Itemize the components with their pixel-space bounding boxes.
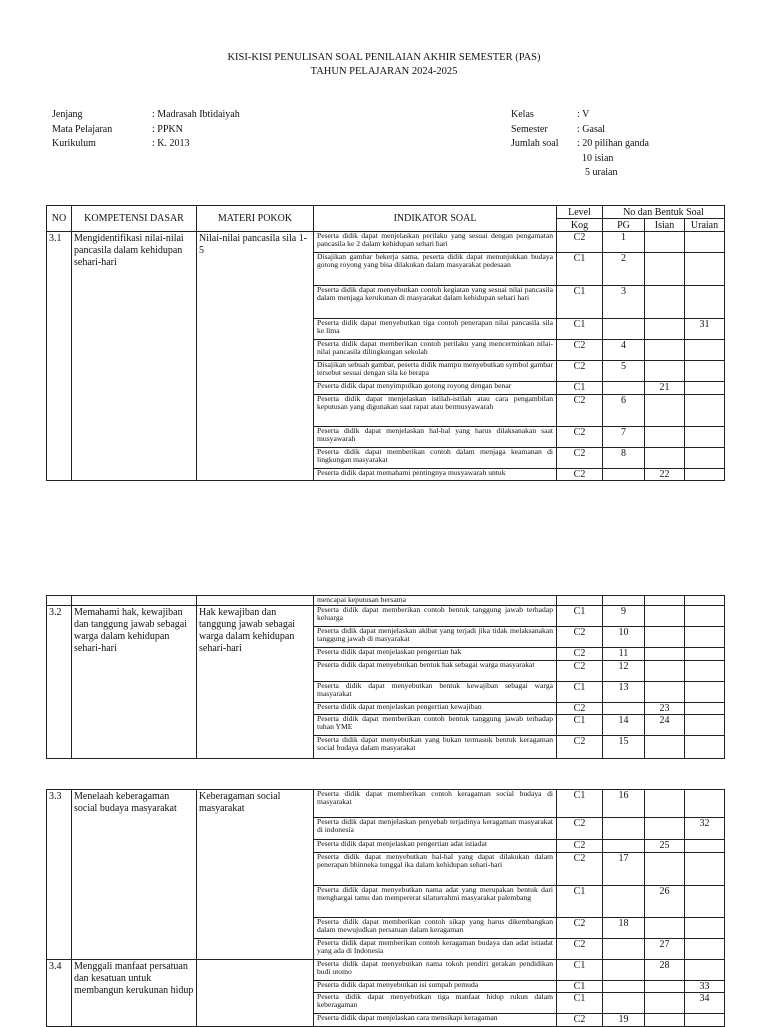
header-materi-pokok: MATERI POKOK — [197, 206, 314, 232]
kisi-table-page3 — [46, 789, 725, 1027]
kisi-table-page2 — [46, 595, 725, 759]
uraian-cell — [685, 382, 725, 395]
pg-cell: 4 — [603, 340, 645, 361]
level-cell: C2 — [557, 852, 603, 885]
isian-cell — [645, 818, 685, 840]
level-cell: C2 — [557, 361, 603, 382]
pg-cell — [603, 980, 645, 993]
uraian-cell — [685, 917, 725, 938]
pg-cell: 1 — [603, 232, 645, 253]
kd-number: 3.4 — [47, 959, 72, 1026]
indicator: Peserta didik dapat menjelaskan akibat yang terjadi jika tidak melaksanakan tanggung jawab di masyarakat — [314, 627, 557, 648]
isian-cell — [645, 253, 685, 286]
indicator: Peserta didik dapat menyebutkan tiga contoh penerapan nilai pancasila sila ke lima — [314, 319, 557, 340]
indicator-continuation: mencapai keputusan bersama — [314, 596, 557, 606]
uraian-cell — [685, 1014, 725, 1027]
pg-cell: 10 — [603, 627, 645, 648]
header-pg: PG — [603, 219, 645, 232]
doc-title-line1: KISI-KISI PENULISAN SOAL PENILAIAN AKHIR SEMESTER (PAS) — [227, 52, 541, 63]
level-cell: C1 — [557, 980, 603, 993]
uraian-cell: 33 — [685, 980, 725, 993]
pg-cell: 18 — [603, 917, 645, 938]
level-cell: C1 — [557, 606, 603, 627]
pg-cell: 5 — [603, 361, 645, 382]
indicator: Peserta didik dapat memberikan contoh bentuk tanggung jawab terhadap tuhan YME — [314, 715, 557, 736]
level-cell: C2 — [557, 938, 603, 959]
isian-cell — [645, 681, 685, 702]
isian-cell — [645, 361, 685, 382]
isian-cell — [645, 790, 685, 818]
isian-cell: 22 — [645, 468, 685, 481]
isian-cell — [645, 980, 685, 993]
level-cell: C2 — [557, 1014, 603, 1027]
level-cell: C1 — [557, 790, 603, 818]
meta-value: : 20 pilihan ganda — [577, 138, 649, 150]
uraian-cell — [685, 885, 725, 917]
header-indikator-soal: INDIKATOR SOAL — [314, 206, 557, 232]
indicator: Peserta didik dapat menyebutkan isi sumpah pemuda — [314, 980, 557, 993]
block-3-1 — [47, 232, 725, 481]
meta-label: Kurikulum — [52, 138, 96, 150]
indicator: Peserta didik dapat memberikan contoh bentuk tanggung jawab terhadap keluarga — [314, 606, 557, 627]
kd-text: Mengidentifikasi nilai-nilai pancasila dalam kehidupan sehari-hari — [72, 232, 197, 481]
isian-cell — [645, 447, 685, 468]
pg-cell: 8 — [603, 447, 645, 468]
pg-cell: 11 — [603, 648, 645, 661]
block-3-3 — [47, 790, 725, 960]
meta-value: : PPKN — [152, 123, 183, 135]
header-no: NO — [47, 206, 72, 232]
uraian-cell — [685, 232, 725, 253]
indicator: Peserta didik dapat memberikan contoh keragaman social budaya di masyarakat — [314, 790, 557, 818]
kd-text: Memahami hak, kewajiban dan tanggung jawab sebagai warga dalam kehidupan sehari-hari — [72, 606, 197, 759]
uraian-cell — [685, 253, 725, 286]
indicator: Peserta didik dapat menjelaskan pengertian kewajiban — [314, 702, 557, 715]
isian-cell: 25 — [645, 840, 685, 853]
indicator: Peserta didik dapat menjelaskan penyebab terjadinya keragaman masyarakat di indonesia — [314, 818, 557, 840]
isian-cell — [645, 1014, 685, 1027]
level-cell: C1 — [557, 681, 603, 702]
meta-value: : Madrasah Ibtidaiyah — [152, 109, 240, 120]
materi-pokok — [197, 959, 314, 1026]
isian-cell: 24 — [645, 715, 685, 736]
header-kog: Kog — [557, 219, 603, 232]
level-cell: C1 — [557, 959, 603, 980]
level-cell: C2 — [557, 840, 603, 853]
pg-cell — [603, 885, 645, 917]
uraian-cell: 31 — [685, 319, 725, 340]
indicator: Peserta didik dapat menyebutkan bentuk kewajiban sebagai warga masyarakat — [314, 681, 557, 702]
uraian-cell — [685, 660, 725, 681]
indicator: Peserta didik dapat menjelaskan cara mensikapi keragaman — [314, 1014, 557, 1027]
kisi-table-page1 — [46, 205, 725, 481]
indicator: Peserta didik dapat menyebutkan hal-hal yang dapat dilakukan dalam penerapan bhinneka tunggal ika dalam kehidupan sehari-hari — [314, 852, 557, 885]
uraian-cell — [685, 648, 725, 661]
meta-label: Jumlah soal — [511, 138, 559, 150]
level-cell: C2 — [557, 340, 603, 361]
indicator: Peserta didik dapat memberikan contoh keragaman budaya dan adat istiadat yang ada di Indonesia — [314, 938, 557, 959]
pg-cell: 16 — [603, 790, 645, 818]
level-cell: C1 — [557, 993, 603, 1014]
isian-cell — [645, 627, 685, 648]
meta-value: : K. 2013 — [152, 138, 190, 150]
pg-cell: 15 — [603, 736, 645, 759]
pg-cell — [603, 468, 645, 481]
level-cell: C2 — [557, 426, 603, 447]
block-3-4 — [47, 959, 725, 1026]
level-cell: C1 — [557, 382, 603, 395]
uraian-cell — [685, 627, 725, 648]
isian-cell: 27 — [645, 938, 685, 959]
indicator: Peserta didik dapat menjelaskan pengertian adat istiadat — [314, 840, 557, 853]
isian-cell — [645, 319, 685, 340]
uraian-cell — [685, 959, 725, 980]
pg-cell — [603, 959, 645, 980]
isian-cell — [645, 736, 685, 759]
isian-cell — [645, 232, 685, 253]
pg-cell — [603, 702, 645, 715]
pg-cell — [603, 840, 645, 853]
level-cell: C1 — [557, 253, 603, 286]
level-cell: C2 — [557, 818, 603, 840]
isian-cell — [645, 340, 685, 361]
isian-cell — [645, 993, 685, 1014]
meta-label: Semester — [511, 123, 548, 135]
pg-cell: 2 — [603, 253, 645, 286]
materi-pokok: Nilai-nilai pancasila sila 1-5 — [197, 232, 314, 481]
uraian-cell — [685, 394, 725, 426]
uraian-cell — [685, 938, 725, 959]
uraian-cell — [685, 426, 725, 447]
doc-title-line2: TAHUN PELAJARAN 2024-2025 — [310, 66, 458, 77]
isian-cell — [645, 286, 685, 319]
pg-cell — [603, 993, 645, 1014]
isian-cell — [645, 394, 685, 426]
level-cell: C2 — [557, 660, 603, 681]
block-3-2 — [47, 606, 725, 759]
pg-cell: 14 — [603, 715, 645, 736]
indicator: Peserta didik dapat menyebutkan yang bukan termasuk bentuk keragaman social budaya dalam masyarakat — [314, 736, 557, 759]
uraian-cell — [685, 340, 725, 361]
level-cell: C1 — [557, 286, 603, 319]
isian-cell: 26 — [645, 885, 685, 917]
pg-cell — [603, 319, 645, 340]
indicator: Peserta didik dapat menyimpulkan gotong royong dengan benar — [314, 382, 557, 395]
kd-text: Menelaah keberagaman social budaya masyarakat — [72, 790, 197, 960]
header-bentuk-soal: No dan Bentuk Soal — [603, 206, 725, 219]
indicator: Peserta didik dapat menyebutkan nama tokoh pendiri gerakan pendidikan budi utomo — [314, 959, 557, 980]
uraian-cell — [685, 361, 725, 382]
isian-cell — [645, 426, 685, 447]
meta-value: : V — [577, 109, 590, 120]
pg-cell: 13 — [603, 681, 645, 702]
uraian-cell — [685, 790, 725, 818]
kd-number: 3.2 — [47, 606, 72, 759]
isian-cell: 23 — [645, 702, 685, 715]
header-uraian: Uraian — [685, 219, 725, 232]
meta-value: 10 isian — [582, 152, 614, 164]
isian-cell — [645, 917, 685, 938]
header-level: Level — [557, 206, 603, 219]
uraian-cell: 32 — [685, 818, 725, 840]
level-cell: C2 — [557, 468, 603, 481]
header-isian: Isian — [645, 219, 685, 232]
indicator: Peserta didik dapat menjelaskan perilaku yang sesuai dengan pengamatan pancasila ke 2 dalam kehidupan sehari hari — [314, 232, 557, 253]
meta-label: Jenjang — [52, 109, 83, 120]
pg-cell: 17 — [603, 852, 645, 885]
materi-pokok: Hak kewajiban dan tanggung jawab sebagai warga dalam kehidupan sehari-hari — [197, 606, 314, 759]
level-cell: C1 — [557, 319, 603, 340]
uraian-cell — [685, 286, 725, 319]
isian-cell — [645, 852, 685, 885]
pg-cell: 19 — [603, 1014, 645, 1027]
meta-left — [52, 108, 240, 152]
indicator: Peserta didik dapat menyebutkan tiga manfaat hidup rukun dalam keberagaman — [314, 993, 557, 1014]
kd-text: Menggali manfaat persatuan dan kesatuan untuk membangun kerukunan hidup — [72, 959, 197, 1026]
level-cell: C2 — [557, 702, 603, 715]
indicator: Peserta didik dapat menjelaskan pengertian hak — [314, 648, 557, 661]
indicator: Peserta didik dapat memberikan contoh perilaku yang mencerminkan nilai-nilai pancasila dilingkungan sekolah — [314, 340, 557, 361]
pg-cell: 12 — [603, 660, 645, 681]
meta-label: Kelas — [511, 109, 534, 120]
uraian-cell — [685, 606, 725, 627]
meta-label: Mata Pelajaran — [52, 123, 113, 135]
meta-right — [511, 108, 649, 181]
indicator: Peserta didik dapat memberikan contoh dalam menjaga keamanan di lingkungan masyarakat — [314, 447, 557, 468]
pg-cell — [603, 938, 645, 959]
uraian-cell — [685, 715, 725, 736]
uraian-cell — [685, 702, 725, 715]
isian-cell — [645, 648, 685, 661]
indicator: Disajikan sebuah gambar, peserta didik mampu menyebutkan symbol gambar tersebut sesuai dengan sila ke berapa — [314, 361, 557, 382]
uraian-cell — [685, 840, 725, 853]
level-cell: C2 — [557, 917, 603, 938]
uraian-cell — [685, 681, 725, 702]
indicator: Peserta didik dapat memberikan contoh sikap yang harus dikembangkan dalam mewujudkan persatuan dalam keragaman — [314, 917, 557, 938]
indicator: Peserta didik dapat menjelaskan hal-hal yang harus dilaksanakan saat musyawarah — [314, 426, 557, 447]
indicator: Peserta didik dapat menjelaskan istilah-istilah atau cara pengambilan keputusan yang digunakan saat rapat atau bermusyawarah — [314, 394, 557, 426]
isian-cell: 28 — [645, 959, 685, 980]
level-cell: C2 — [557, 736, 603, 759]
level-cell: C2 — [557, 232, 603, 253]
uraian-cell — [685, 736, 725, 759]
indicator: Peserta didik dapat menyebutkan contoh kegiatan yang sesuai nilai pancasila dalam menjaga kerukunan di masyarakat dalam kehidupan sehari hari — [314, 286, 557, 319]
uraian-cell — [685, 852, 725, 885]
level-cell: C1 — [557, 715, 603, 736]
level-cell: C2 — [557, 627, 603, 648]
indicator: Peserta didik dapat menyebutkan bentuk hak sebagai warga masyarakat — [314, 660, 557, 681]
isian-cell: 21 — [645, 382, 685, 395]
level-cell: C2 — [557, 648, 603, 661]
uraian-cell — [685, 447, 725, 468]
meta-value: 5 uraian — [585, 167, 618, 179]
pg-cell — [603, 818, 645, 840]
isian-cell — [645, 606, 685, 627]
pg-cell: 3 — [603, 286, 645, 319]
level-cell: C2 — [557, 394, 603, 426]
kd-number: 3.3 — [47, 790, 72, 960]
pg-cell: 7 — [603, 426, 645, 447]
materi-pokok: Keberagaman social masyarakat — [197, 790, 314, 960]
kd-number: 3.1 — [47, 232, 72, 481]
header-kompetensi-dasar: KOMPETENSI DASAR — [72, 206, 197, 232]
uraian-cell — [685, 468, 725, 481]
level-cell: C2 — [557, 447, 603, 468]
pg-cell: 9 — [603, 606, 645, 627]
indicator: Disajikan gambar bekerja sama, peserta didik dapat menunjukkan budaya gotong royong yang bisa dilakukan dalam masyarakat pedesaan — [314, 253, 557, 286]
pg-cell: 6 — [603, 394, 645, 426]
isian-cell — [645, 660, 685, 681]
indicator: Peserta didik dapat memahami pentingnya musyawarah untuk — [314, 468, 557, 481]
pg-cell — [603, 382, 645, 395]
level-cell: C1 — [557, 885, 603, 917]
indicator: Peserta didik dapat menyebutkan nama adat yang merupakan bentuk dari menghargai tamu dan mempererat silaturrahmi masyarakat palembang — [314, 885, 557, 917]
uraian-cell: 34 — [685, 993, 725, 1014]
meta-value: : Gasal — [577, 123, 606, 135]
